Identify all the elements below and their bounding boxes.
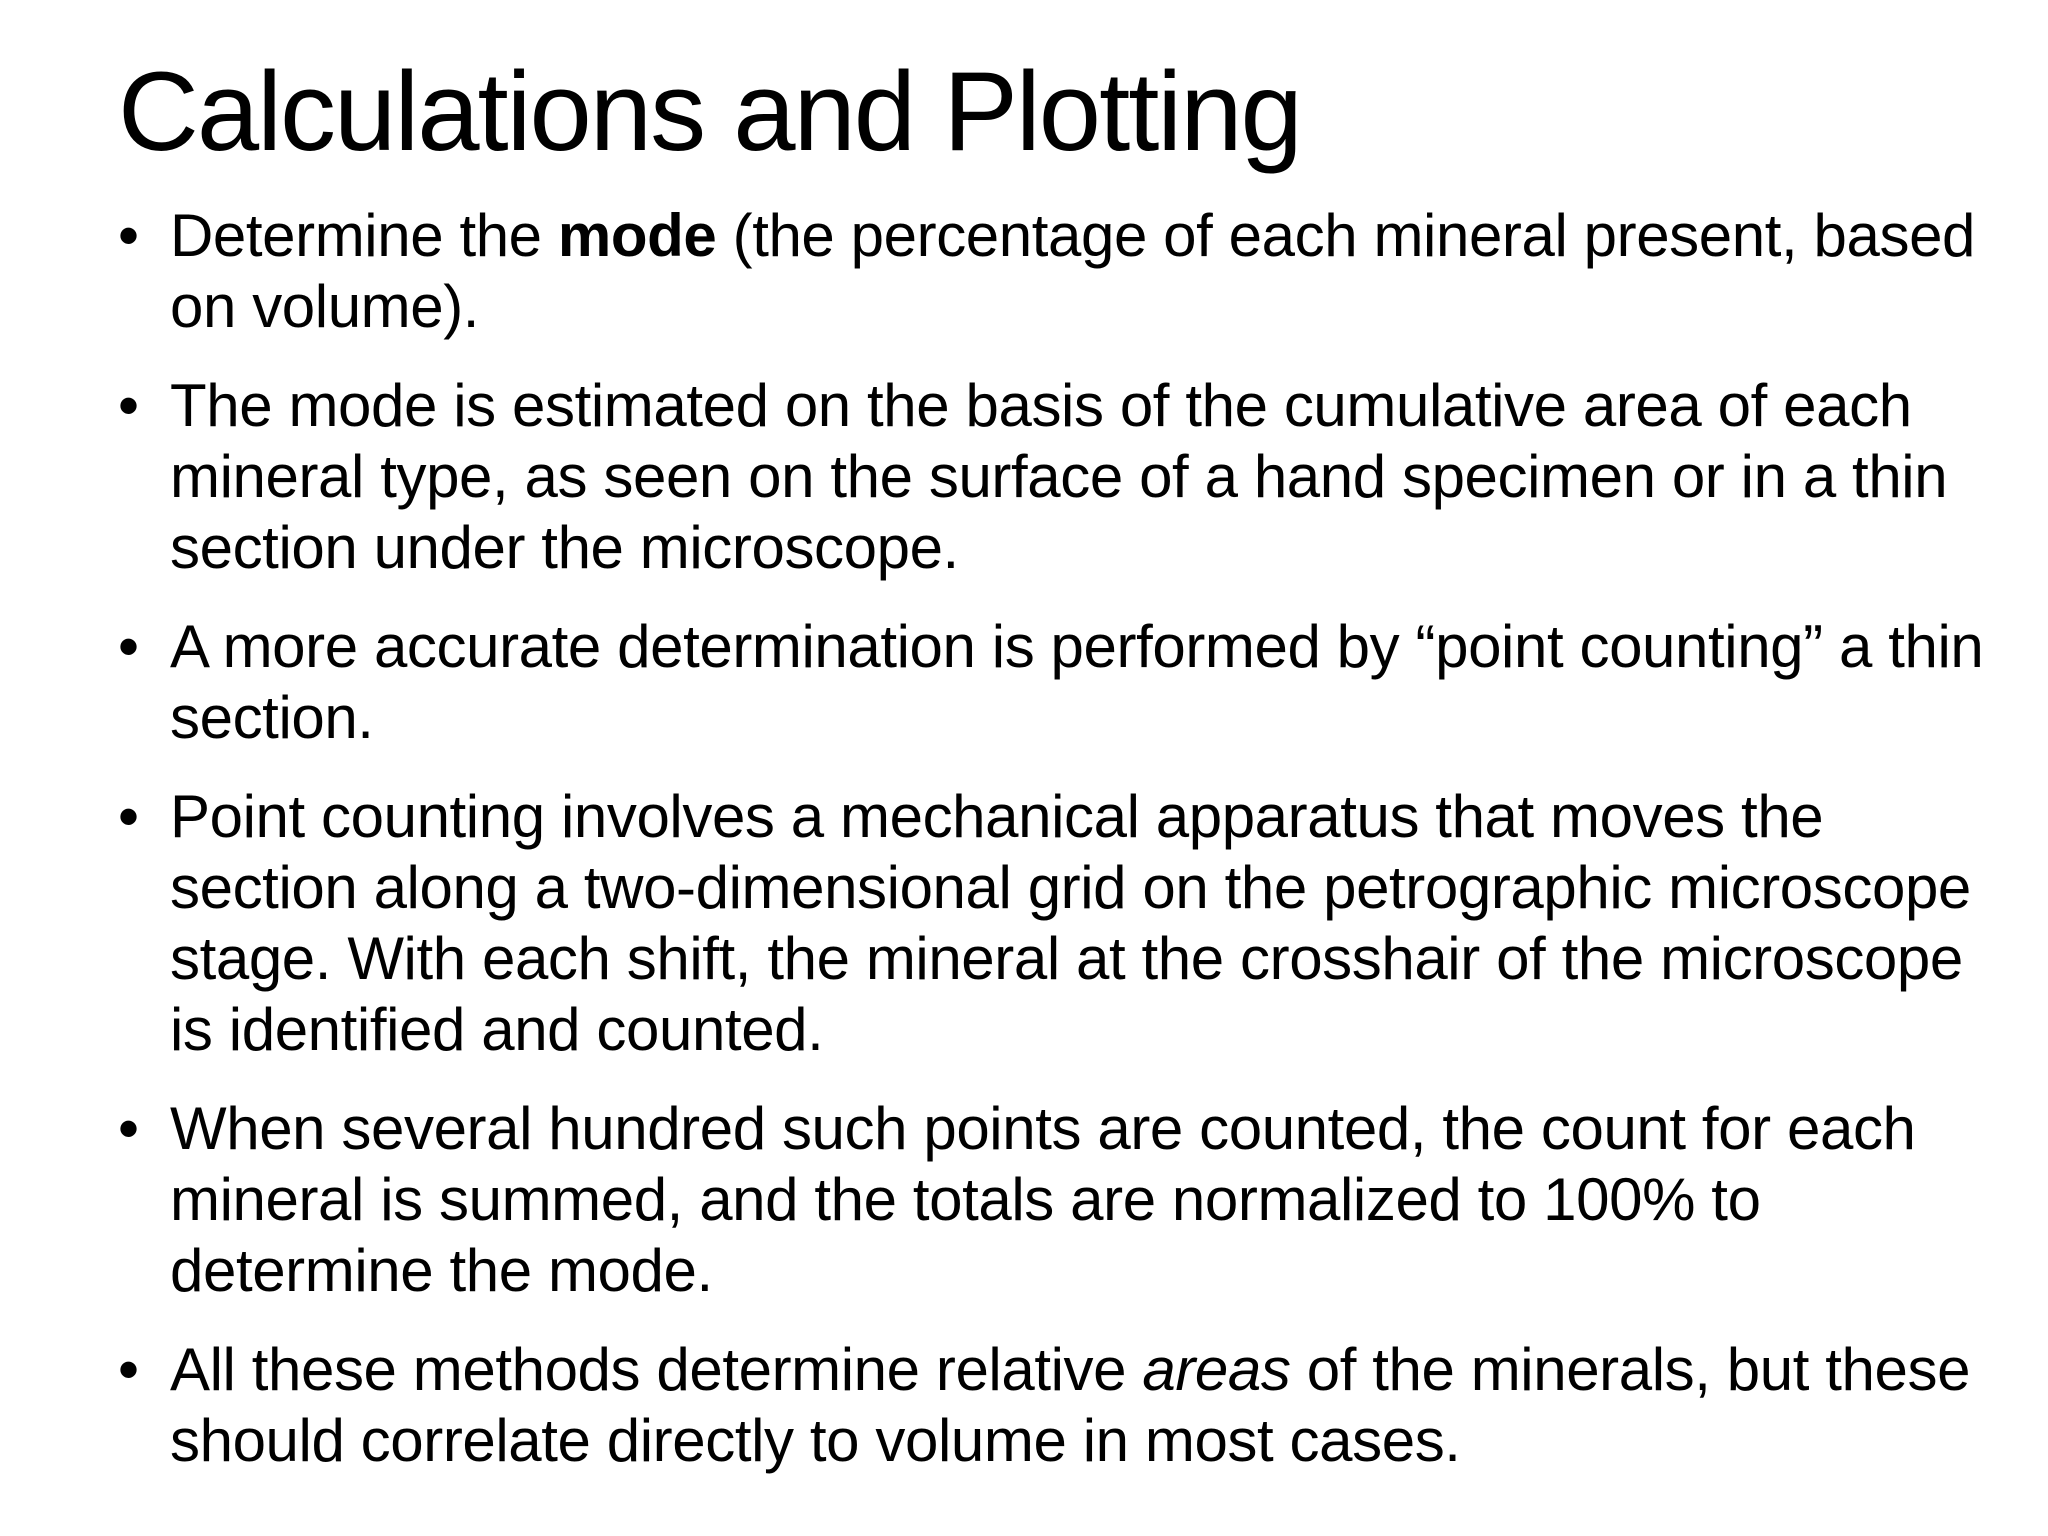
bullet-icon: • [118,1095,139,1162]
bullet-item [118,781,1998,1065]
bullet-item [118,370,1998,583]
bullet-text: When several hundred such points are counted, the count for each mineral is summed, and the totals are normalized to 100% to determine the mode. [170,1095,1916,1304]
slide-title: Calculations and Plotting [118,49,1301,174]
bullet-icon: • [118,372,139,439]
bullet-text-post: (the percentage of each mineral present, based on volume). [170,202,1976,340]
bullet-text-post: of the minerals, but these should correlate directly to volume in most cases. [170,1336,1971,1474]
bullet-term-areas: areas [1142,1336,1291,1403]
bullet-item [118,200,1998,342]
bullet-icon: • [118,202,139,269]
bullet-text: The mode is estimated on the basis of the cumulative area of each mineral type, as seen on the surface of a hand specimen or in a thin section under the microscope. [170,372,1948,581]
bullet-item [118,1093,1998,1306]
bullet-text: A more accurate determination is performed by “point counting” a thin section. [170,613,1984,751]
bullet-text: Point counting involves a mechanical apparatus that moves the section along a two-dimensional grid on the petrographic microscope stage. With each shift, the mineral at the crosshair of the microscope is identified and counted. [170,783,1971,1063]
bullet-text-pre: All these methods determine relative [170,1336,1143,1403]
bullet-text-pre: Determine the [170,202,558,269]
bullet-list [118,200,1998,1504]
bullet-item [118,611,1998,753]
bullet-icon: • [118,613,139,680]
bullet-term-mode: mode [557,202,717,269]
bullet-icon: • [118,783,139,850]
bullet-item [118,1334,1998,1476]
bullet-icon: • [118,1336,139,1403]
